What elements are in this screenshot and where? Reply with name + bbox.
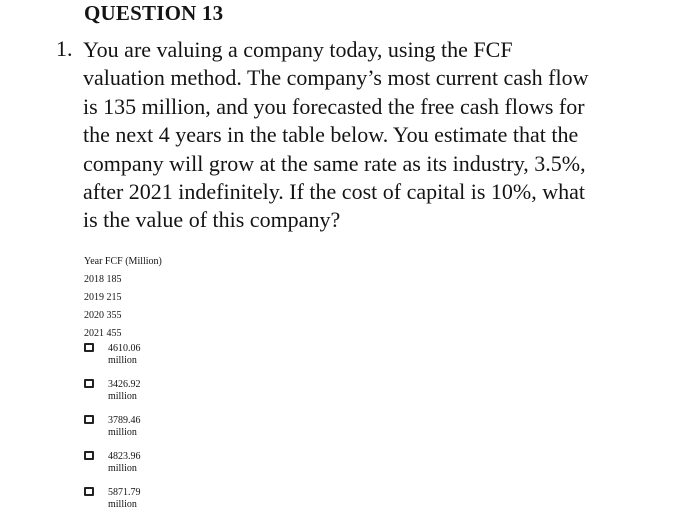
answer-unit: million: [108, 499, 137, 510]
checkbox-icon[interactable]: [84, 379, 94, 388]
checkbox-icon[interactable]: [84, 487, 94, 496]
question-line: the next 4 years in the table below. You estimate that the: [83, 122, 579, 148]
question-text: [83, 36, 643, 235]
question-title: QUESTION 13: [84, 1, 224, 25]
fcf-table: [84, 253, 162, 343]
table-header: Year FCF (Million): [84, 256, 162, 267]
answer-unit: million: [108, 463, 137, 474]
table-row: 2020 355: [84, 310, 122, 321]
answer-label: [108, 487, 168, 511]
table-row: 2019 215: [84, 292, 122, 303]
answer-value: 4610.06: [108, 343, 141, 354]
question-number: 1.: [56, 36, 73, 61]
question-line: valuation method. The company’s most current cash flow: [83, 65, 589, 91]
table-row: 2021 455: [84, 328, 122, 339]
answer-label: [108, 415, 168, 439]
answer-unit: million: [108, 427, 137, 438]
question-line: You are valuing a company today, using the FCF: [83, 37, 513, 62]
answer-label: [108, 343, 168, 367]
question-line: company will grow at the same rate as its industry, 3.5%,: [83, 150, 586, 176]
answer-unit: million: [108, 391, 137, 402]
question-line: is 135 million, and you forecasted the free cash flows for: [83, 93, 585, 119]
checkbox-icon[interactable]: [84, 343, 94, 352]
answer-value: 4823.96: [108, 451, 141, 462]
answer-label: [108, 379, 168, 403]
question-line: is the value of this company?: [83, 207, 341, 233]
answer-unit: million: [108, 355, 137, 366]
checkbox-icon[interactable]: [84, 415, 94, 424]
question-line: after 2021 indefinitely. If the cost of capital is 10%, what: [83, 179, 585, 205]
answer-value: 5871.79: [108, 487, 141, 498]
answer-value: 3426.92: [108, 379, 141, 390]
checkbox-icon[interactable]: [84, 451, 94, 460]
answer-label: [108, 451, 168, 475]
answer-value: 3789.46: [108, 415, 141, 426]
table-row: 2018 185: [84, 274, 122, 285]
